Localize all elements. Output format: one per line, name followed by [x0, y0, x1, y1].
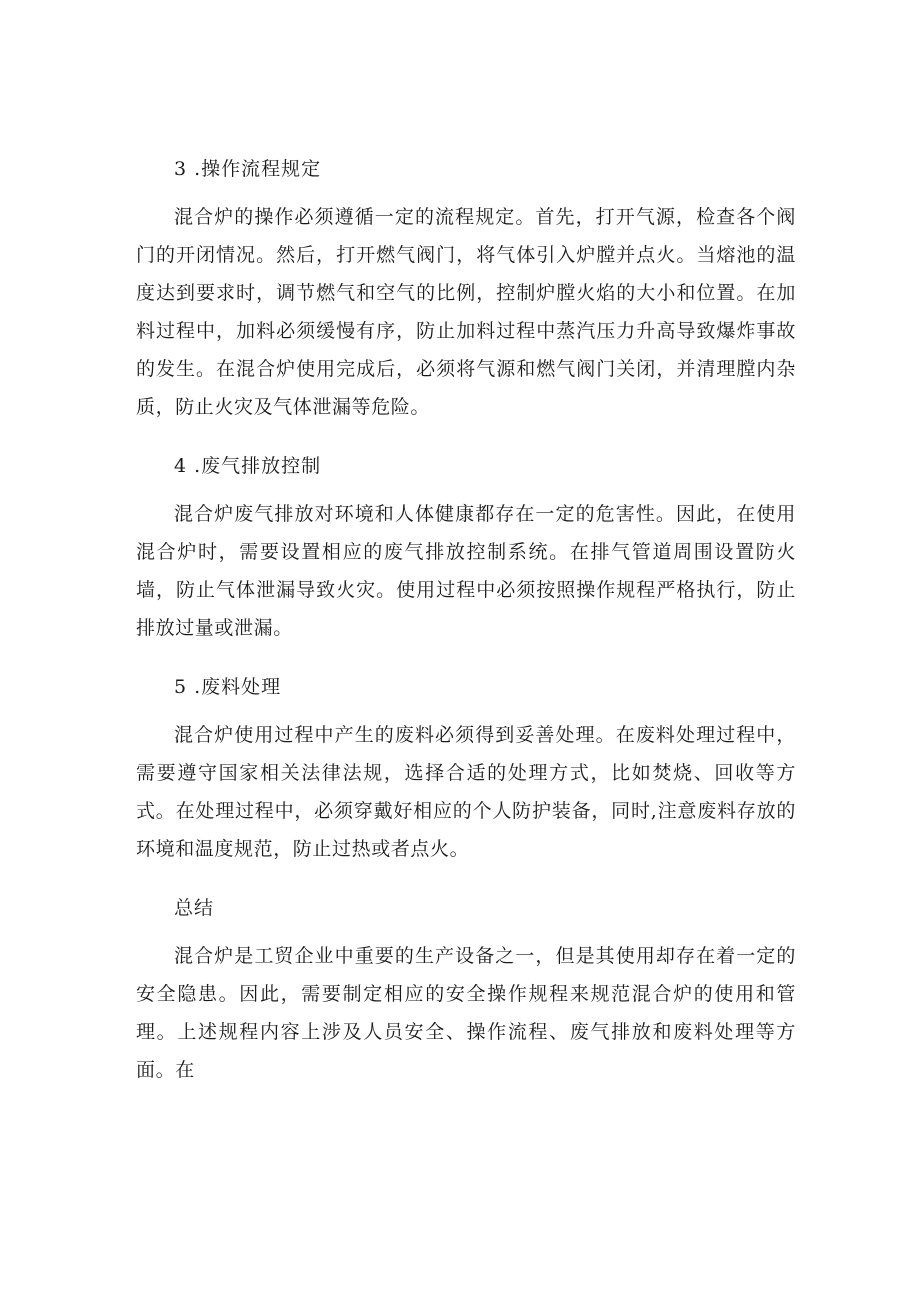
section-heading-waste-treatment: 5 .废料处理 — [174, 676, 282, 698]
section-heading-summary: 总结 — [174, 897, 215, 919]
section-paragraph-summary: 混合炉是工贸企业中重要的生产设备之一，但是其使用却存在着一定的安全隐患。因此，需要制定相应的安全操作规程来规范混合炉的使用和管理。上述规程内容上涉及人员安全、操作流程、废气排放和废料处理等方面。在 — [136, 945, 796, 1081]
section-heading-exhaust-control: 4 .废气排放控制 — [174, 455, 322, 477]
section-paragraph-waste-treatment: 混合炉使用过程中产生的废料必须得到妥善处理。在废料处理过程中，需要遵守国家相关法律法规，选择合适的处理方式，比如焚烧、回收等方式。在处理过程中，必须穿戴好相应的个人防护装备，同时,注意废料存放的环境和温度规范，防止过热或者点火。 — [136, 724, 796, 860]
section-heading-operation-procedure: 3 .操作流程规定 — [174, 158, 322, 180]
section-paragraph-exhaust-control: 混合炉废气排放对环境和人体健康都存在一定的危害性。因此，在使用混合炉时，需要设置相应的废气排放控制系统。在排气管道周围设置防火墙，防止气体泄漏导致火灾。使用过程中必须按照操作规程严格执行，防止排放过量或泄漏。 — [136, 503, 796, 639]
document-body — [136, 150, 796, 1110]
section-paragraph-operation-procedure: 混合炉的操作必须遵循一定的流程规定。首先，打开气源，检查各个阀门的开闭情况。然后，打开燃气阀门，将气体引入炉膛并点火。当熔池的温度达到要求时，调节燃气和空气的比例，控制炉膛火焰的大小和位置。在加料过程中，加料必须缓慢有序，防止加料过程中蒸汽压力升高导致爆炸事故的发生。在混合炉使用完成后，必须将气源和燃气阀门关闭，并清理膛内杂质，防止火灾及气体泄漏等危险。 — [136, 206, 796, 418]
